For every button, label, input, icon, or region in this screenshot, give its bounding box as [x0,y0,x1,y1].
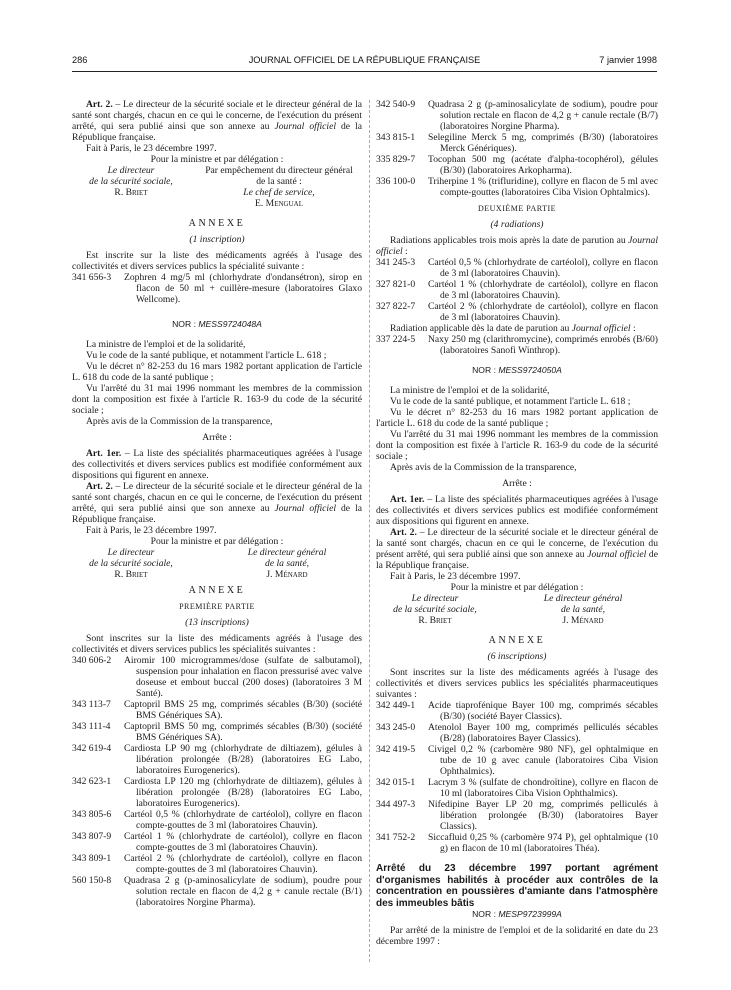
signatory-title: de la santé, [561,604,605,615]
signatory-name: R. Briet [418,615,452,626]
signatory-title: Le directeur général [247,547,327,558]
arrete-title: Arrêté du 23 décembre 1997 portant agrément d'organismes habilités à procéder aux contrôles de la concentration en poussières d'amiante dans l'atmosphère des immeubles bâtis [376,863,658,909]
signatory-name: R. Briet [114,187,148,198]
list-item: 560 150-8 Quadrasa 2 g (p-aminosalicylate de sodium), poudre pour solution rectale en flacon de 4,2 g + canule rectale (B/1) (laboratoires Norgine Pharma). [72,875,362,908]
vu-paragraph: Vu le code de la santé publique, et notamment l'article L. 618 ; [390,396,631,407]
vu-paragraph: Vu le décret n° 82-253 du 16 mars 1982 portant application de l'article L. 618 du code de la santé publique ; [376,407,658,429]
apres-avis: Après avis de la Commission de la transparence, [86,416,273,427]
apres-avis: Après avis de la Commission de la transparence, [390,462,577,473]
signatory-title: Le directeur [107,547,155,558]
article-2-paragraph: Art. 2. – Le directeur de la sécurité sociale et le directeur général de la santé sont chargés, chacun en ce qui le concerne, de l'exécution du présent arrêté, qui sera publié ainsi que son annexe au Journal officiel de la République française. [376,527,659,571]
issue-date: 7 janvier 1998 [599,55,657,65]
signatory-title: Le directeur [411,593,459,604]
page-header [72,55,657,71]
list-item: 327 821-0 Cartéol 1 % (chlorhydrate de cartéolol), collyre en flacon de 3 ml (laboratoires Chauvin). [376,279,658,301]
signatory-name: J. Ménard [562,615,604,626]
partie-heading: PREMIÈRE PARTIE [179,602,255,611]
vu-paragraph: Vu le code de la santé publique, et notamment l'article L. 618 ; [86,350,327,361]
nor-reference: NOR : MESS9724050A [472,365,562,375]
list-item: 341 245-3 Cartéol 0,5 % (chlorhydrate de cartéolol), collyre en flacon de 3 ml (laboratoires Chauvin). [376,257,658,279]
signatory-title: Par empêchement du directeur général [205,165,353,176]
fait-a-paris: Fait à Paris, le 23 décembre 1997. [86,525,217,536]
ministre-line: La ministre de l'emploi et de la solidarité, [390,385,550,396]
radiation-immediate: Radiation applicable dès la date de parution au Journal officiel : [390,323,636,334]
list-item: 336 100-0 Triherpine 1 % (trifluridine), collyre en flacon de 5 ml avec compte-gouttes (laboratoires Ciba Vision Ophtalmics). [376,176,658,198]
list-item: 343 111-4 Captopril BMS 50 mg, comprimés sécables (B/30) (société BMS Génériques SA). [72,721,362,743]
right-column [376,99,658,947]
signatory-title: de la santé : [256,176,302,187]
annexe-intro: Sont inscrites sur la liste des médicaments agréés à l'usage des collectivités et divers services publics les spécialités pharmaceutiques suivantes : [376,667,658,700]
list-item: 340 606-2 Airomir 100 microgrammes/dose (sulfate de salbutamol), suspension pour inhalation en flacon pressurisé avec valve doseuse et embout buccal (200 doses) (laboratoires 3 M Santé). [72,655,362,699]
header-rule [72,71,657,72]
signatory-title: de la sécurité sociale, [89,558,173,569]
article-2-paragraph: Art. 2. – Le directeur de la sécurité sociale et le directeur général de la santé sont chargés, chacun en ce qui le concerne, de l'exécution du présent arrêté, qui sera publié ainsi que son annexe au Journal officiel de la République française. [72,99,363,143]
annexe-heading: ANNEXE [488,635,546,646]
partie-heading: DEUXIÈME PARTIE [477,204,557,213]
annexe-intro: Est inscrite sur la liste des médicaments agréés à l'usage des collectivités et divers services publics la spécialité suivante : [72,250,362,272]
signature-block-3 [376,593,658,626]
list-item: 341 752-2 Siccafluid 0,25 % (carbomère 974 P), gel ophtalmique (10 g) en flacon de 10 ml (laboratoires Théa). [376,832,658,854]
list-item: 342 419-5 Civigel 0,2 % (carbomère 980 NF), gel ophtalmique en tube de 10 g avec canule (laboratoires Ciba Vision Ophthalmics). [376,744,658,777]
list-item: 327 822-7 Cartéol 2 % (chlorhydrate de cartéolol), collyre en flacon de 3 ml (laboratoires Chauvin). [376,301,658,323]
page-number: 286 [72,55,88,65]
signature-block-1 [72,165,362,209]
signatory-title: de la santé, [265,558,309,569]
final-paragraph: Par arrêté de la ministre de l'emploi et de la solidarité en date du 23 décembre 1997 : [376,925,658,947]
arrete-label: Arrête : [502,478,532,489]
nor-reference: NOR : MESS9724048A [172,319,262,329]
signatory-title: Le directeur général [543,593,623,604]
fait-a-paris: Fait à Paris, le 23 décembre 1997. [86,143,217,154]
list-item: 343 113-7 Captopril BMS 25 mg, comprimés sécables (B/30) (société BMS Génériques SA). [72,699,362,721]
nor-reference: NOR : MESP9723999A [472,909,562,919]
signatory-title: de la sécurité sociale, [89,176,173,187]
list-item: 344 497-3 Nifedipine Bayer LP 20 mg, comprimés pelliculés à libération prolongée (B/30) (laboratoires Bayer Classics). [376,799,658,832]
list-item: 343 809-1 Cartéol 2 % (chlorhydrate de cartéolol), collyre en flacon compte-gouttes de 3 ml (laboratoires Chauvin). [72,853,362,875]
list-item: 342 015-1 Lacrym 3 % (sulfate de chondroïtine), collyre en flacon de 10 ml (laboratoires Ciba Vision Ophthalmics). [376,777,658,799]
article-2-paragraph: Art. 2. – Le directeur de la sécurité sociale et le directeur général de la santé sont chargés, chacun en ce qui le concerne, de l'exécution du présent arrêté, qui sera publié ainsi que son annexe au Journal officiel de la République française. [72,481,363,525]
annexe-heading: ANNEXE [188,218,246,229]
vu-paragraph: Vu le décret n° 82-253 du 16 mars 1982 portant application de l'article L. 618 du code de la santé publique ; [72,361,362,383]
signatory-title: de la sécurité sociale, [393,604,477,615]
partie-intro: Sont inscrites sur la liste des médicaments agréés à l'usage des collectivités et divers services publics les spécialités suivantes : [72,633,362,655]
list-item: 343 805-6 Cartéol 0,5 % (chlorhydrate de cartéolol), collyre en flacon compte-gouttes de 3 ml (laboratoires Chauvin). [72,809,362,831]
pour-la-ministre: Pour la ministre et par délégation : [450,582,584,593]
pour-la-ministre: Pour la ministre et par délégation : [150,536,284,547]
partie-subheading: (4 radiations) [490,219,544,230]
vu-paragraph: Vu l'arrêté du 31 mai 1996 nommant les membres de la commission dont la composition est fixée à l'article R. 163-9 du code de la sécurité sociale ; [72,383,362,416]
journal-title: JOURNAL OFFICIEL DE LA RÉPUBLIQUE FRANÇAISE [248,55,481,65]
signatory-title: Le chef de service, [243,187,315,198]
annexe-subheading: (6 inscriptions) [487,651,547,662]
list-item: 343 245-0 Atenolol Bayer 100 mg, comprimés pelliculés sécables (B/28) (laboratoires Bayer Classics). [376,722,658,744]
signature-block-2 [72,547,362,580]
signatory-name: E. Mengual [255,198,303,209]
arrete-label: Arrête : [202,432,232,443]
column-separator [369,100,370,962]
pour-la-ministre: Pour la ministre et par délégation : [150,154,284,165]
radiation-intro: Radiations applicables trois mois après la date de parution au Journal officiel : [376,235,658,257]
list-item: 342 449-1 Acide tiaprofénique Bayer 100 mg, comprimés sécables (B/30) (société Bayer Classics). [376,700,658,722]
list-item: 335 829-7 Tocophan 500 mg (acétate d'alpha-tocophérol), gélules (B/30) (laboratoires Arkopharma). [376,154,658,176]
left-column [72,99,362,908]
list-item: 343 807-9 Cartéol 1 % (chlorhydrate de cartéolol), collyre en flacon compte-gouttes de 3 ml (laboratoires Chauvin). [72,831,362,853]
annexe-subheading: (1 inscription) [189,234,245,245]
list-item: 341 656-3 Zophren 4 mg/5 ml (chlorhydrate d'ondansétron), sirop en flacon de 50 ml + cuillère-mesure (laboratoires Glaxo Wellcome). [72,272,362,305]
list-item: 343 815-1 Selegiline Merck 5 mg, comprimés (B/30) (laboratoires Merck Génériques). [376,132,658,154]
annexe-heading: ANNEXE [188,585,246,596]
fait-a-paris: Fait à Paris, le 23 décembre 1997. [390,571,521,582]
signatory-name: R. Briet [114,569,148,580]
article-1-paragraph: Art. 1er. – La liste des spécialités pharmaceutiques agréées à l'usage des collectivités et divers services publics est modifiée conformément aux dispositions qui figurent en annexe. [72,448,362,481]
signatory-title: Le directeur [107,165,155,176]
list-item: 342 623-1 Cardiosta LP 120 mg (chlorhydrate de diltiazem), gélules à libération prolongée (B/28) (laboratoires EG Labo, laboratoires Eurogenerics). [72,776,362,809]
list-item: 342 540-9 Quadrasa 2 g (p-aminosalicylate de sodium), poudre pour solution rectale en flacon de 4,2 g + canule rectale (B/7) (laboratoires Norgine Pharma). [376,99,658,132]
list-item: 342 619-4 Cardiosta LP 90 mg (chlorhydrate de diltiazem), gélules à libération prolongée (B/28) (laboratoires EG Labo, laboratoires Eurogenerics). [72,743,362,776]
list-item: 337 224-5 Naxy 250 mg (clarithromycine), comprimés enrobés (B/60) (laboratoires Sanofi Winthrop). [376,334,658,356]
signatory-name: J. Ménard [266,569,308,580]
article-1-paragraph: Art. 1er. – La liste des spécialités pharmaceutiques agréées à l'usage des collectivités et divers services publics est modifiée conformément aux dispositions qui figurent en annexe. [376,494,658,527]
vu-paragraph: Vu l'arrêté du 31 mai 1996 nommant les membres de la commission dont la composition est fixée à l'article R. 163-9 du code de la sécurité sociale ; [376,429,658,462]
partie-subheading: (13 inscriptions) [185,617,249,628]
ministre-line: La ministre de l'emploi et de la solidarité, [86,339,246,350]
